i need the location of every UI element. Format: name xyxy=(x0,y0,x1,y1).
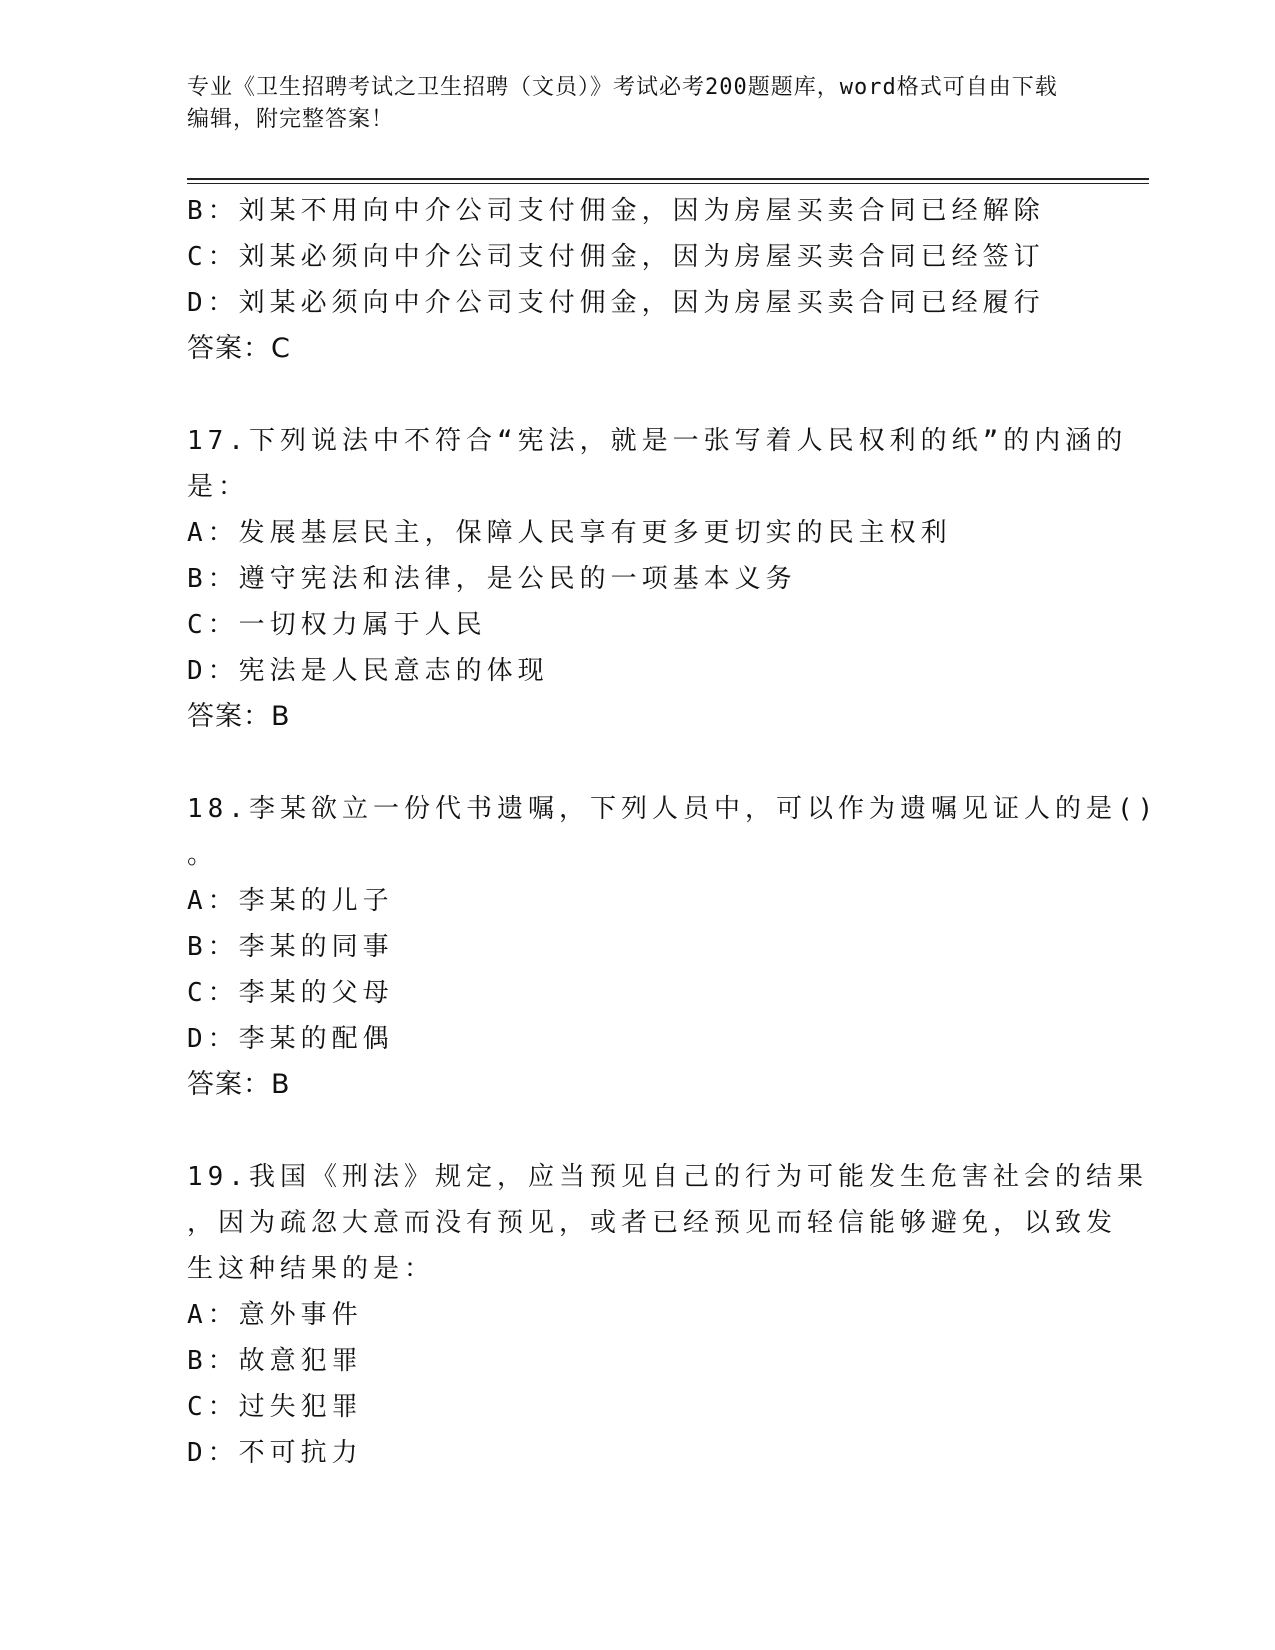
question-18-line-2: 。 xyxy=(187,840,219,870)
spacer xyxy=(187,740,1087,786)
option-a: A：发展基层民主，保障人民享有更多更切实的民主权利 xyxy=(187,518,952,548)
question-19-line-1: 19.我国《刑法》规定，应当预见自己的行为可能发生危害社会的结果 xyxy=(187,1162,1148,1192)
question-18-line-1: 18.李某欲立一份代书遗嘱，下列人员中，可以作为遗嘱见证人的是() xyxy=(187,794,1159,824)
option-d: D：不可抗力 xyxy=(187,1438,363,1468)
question-19-line-3: 生这种结果的是： xyxy=(187,1254,436,1284)
option-b: B：遵守宪法和法律，是公民的一项基本义务 xyxy=(187,564,797,594)
question-17-line-1: 17.下列说法中不符合“宪法，就是一张写着人民权利的纸”的内涵的 xyxy=(187,426,1128,456)
option-a: A：李某的儿子 xyxy=(187,886,394,916)
option-c: C：一切权力属于人民 xyxy=(187,610,487,640)
question-17-line-2: 是： xyxy=(187,472,250,502)
header-rule-thick xyxy=(187,178,1149,180)
option-d: D：宪法是人民意志的体现 xyxy=(187,656,549,686)
option-c: C：过失犯罪 xyxy=(187,1392,363,1422)
spacer xyxy=(187,1108,1087,1154)
header-rule-thin xyxy=(187,183,1149,184)
option-d: D：李某的配偶 xyxy=(187,1024,394,1054)
option-b: B：故意犯罪 xyxy=(187,1346,363,1376)
question-19-line-2: ，因为疏忽大意而没有预见，或者已经预见而轻信能够避免，以致发 xyxy=(187,1208,1118,1238)
option-a: A：意外事件 xyxy=(187,1300,363,1330)
option-b: B：刘某不用向中介公司支付佣金，因为房屋买卖合同已经解除 xyxy=(187,196,1045,226)
answer-line: 答案：B xyxy=(187,1069,291,1100)
option-c: C：李某的父母 xyxy=(187,978,394,1008)
answer-line: 答案：C xyxy=(187,333,291,364)
question-list xyxy=(187,188,1159,1476)
option-d: D：刘某必须向中介公司支付佣金，因为房屋买卖合同已经履行 xyxy=(187,288,1045,318)
document-header: 专业《卫生招聘考试之卫生招聘（文员）》考试必考200题题库，word格式可自由下载编辑，附完整答案！ xyxy=(187,75,1058,132)
spacer xyxy=(187,372,1087,418)
answer-line: 答案：B xyxy=(187,701,291,732)
option-b: B：李某的同事 xyxy=(187,932,394,962)
option-c: C：刘某必须向中介公司支付佣金，因为房屋买卖合同已经签订 xyxy=(187,242,1045,272)
